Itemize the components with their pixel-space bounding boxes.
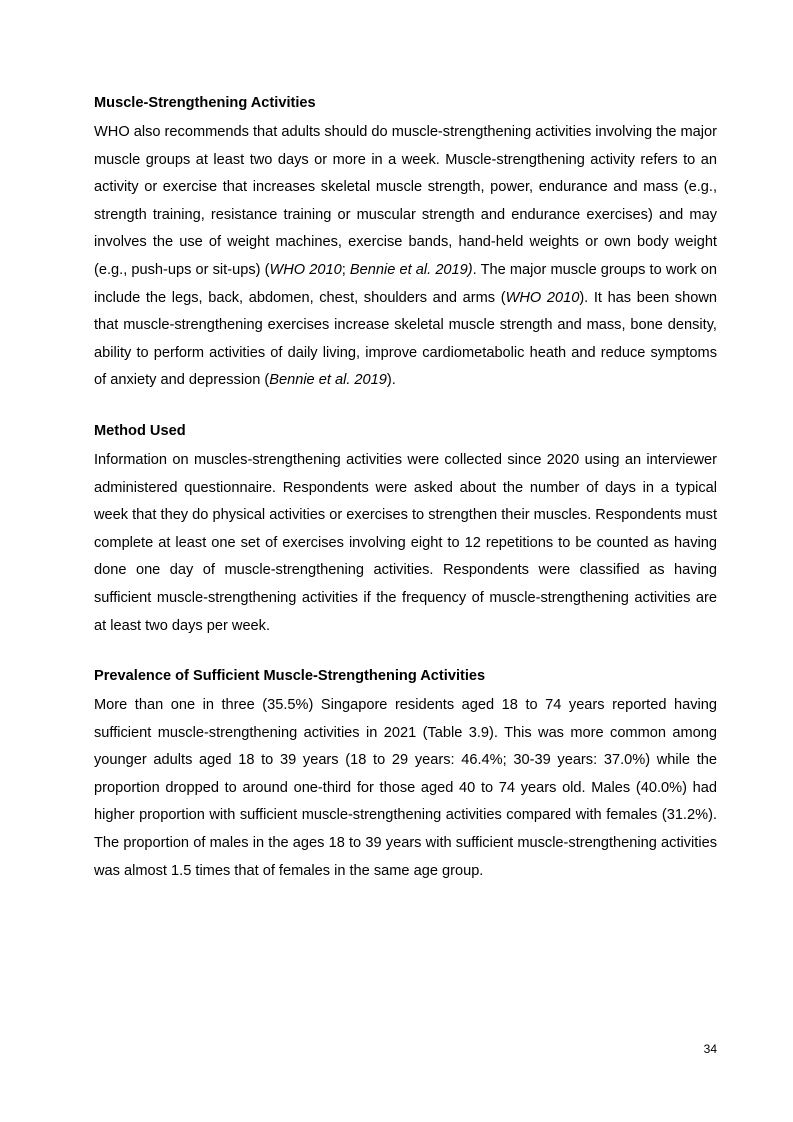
text-segment: More than one in three (35.5%) Singapore residents aged 18 to 74 years reported having sufficient muscle-strengthening activities in 2021 (Table 3.9). This was more common among younger adults aged 18 to 39 years (18 to 29 years: 46.4%; 30-39 years: 37.0%) while the proportion dropped to around one-third for those aged 40 to 74 years old. Males (40.0%) had higher proportion with sufficient muscle-strengthening activities compared with females (31.2%). The proportion of males in the ages 18 to 39 years with sufficient muscle-strengthening activities was almost 1.5 times that of females in the same age group.	[94, 697, 717, 879]
text-segment: ;	[341, 261, 350, 278]
section-paragraph	[94, 447, 717, 640]
text-segment: WHO also recommends that adults should do muscle-strengthening activities involving the major muscle groups at least two days or more in a week. Muscle-strengthening activity refers to an activity or exercise that increases skeletal muscle strength, power, endurance and mass (e.g., strength training, resistance training or muscular strength and endurance exercises) and may involves the use of weight machines, exercise bands, hand-held weights or own body weight (e.g., push-ups or sit-ups) (	[94, 124, 717, 278]
page-number: 34	[703, 1042, 717, 1056]
citation: Bennie et al. 2019	[269, 372, 387, 389]
citation: Bennie et al. 2019)	[349, 261, 473, 278]
section-paragraph	[94, 119, 717, 395]
text-segment: . The major muscle groups to work on include the legs, back, abdomen, chest, shoulders and arms (	[94, 261, 718, 306]
section-paragraph	[94, 692, 717, 885]
citation: WHO 2010	[269, 261, 342, 278]
text-segment: ).	[386, 372, 396, 389]
section-method-used	[94, 421, 717, 640]
citation: WHO 2010	[505, 289, 580, 306]
section-heading: Method Used	[94, 422, 186, 439]
section-heading: Prevalence of Sufficient Muscle-Strengthening Activities	[94, 668, 486, 685]
text-segment: Information on muscles-strengthening activities were collected since 2020 using an interviewer administered questionnaire. Respondents were asked about the number of days in a typical week that they do physical activities or exercises to strengthen their muscles. Respondents must complete at least one set of exercises involving eight to 12 repetitions to be counted as having done one day of muscle-strengthening activities. Respondents were classified as having sufficient muscle-strengthening activities if the frequency of muscle-strengthening activities are at least two days per week.	[94, 451, 717, 634]
document-page	[94, 93, 717, 911]
section-heading: Muscle-Strengthening Activities	[94, 95, 316, 111]
section-prevalence	[94, 666, 717, 885]
section-muscle-strengthening	[94, 93, 717, 395]
text-segment: ). It has been shown that muscle-strengthening exercises increase skeletal muscle strength and mass, bone density, ability to perform activities of daily living, improve cardiometabolic heath and reduce symptoms of anxiety and depression (	[94, 289, 717, 389]
